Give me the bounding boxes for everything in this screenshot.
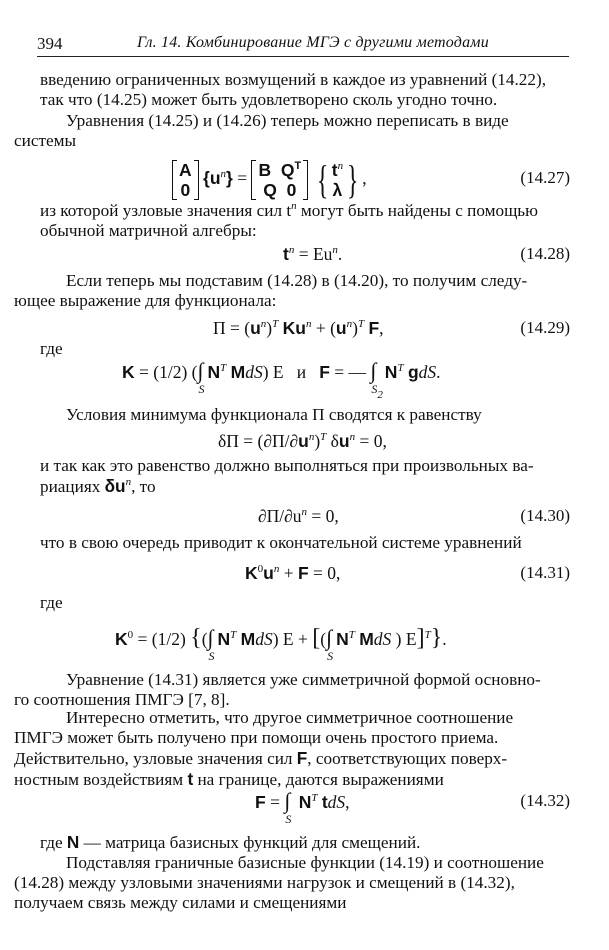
where-label: где [40, 339, 63, 358]
paragraph-3: из которой узловые значения сил $t^n$ могут быть найдены с помощью обычной матричной алгебры: [40, 200, 538, 240]
paragraph-6: и так как это равенство должно выполняться при произвольных ва- риациях $\delta u^n$, то [40, 456, 534, 496]
paragraph-2: Уравнения (14.25) и (14.26) теперь можно переписать в виде системы [14, 111, 509, 150]
paragraph-4: Если теперь мы подставим (14.28) в (14.20), то получим следу- ющее выражение для функционала: [14, 271, 528, 310]
running-header [37, 34, 569, 57]
equation-number: (14.27) [520, 168, 570, 187]
equation-k0-definition: $K^0 = (1/2)$ {(∫ S $N^T$ MdS) E + [(∫ S $N^T$ MdS ) E]$^T$}. [115, 625, 447, 663]
equation-14-28: $t^n = Eu^n$. (14.28) [0, 239, 609, 269]
paragraph-10: где N — матрица базисных функций для смещений. [40, 832, 421, 852]
paragraph-11: Подставляя граничные базисные функции (14.19) и соотношение (14.28) между узловыми значениями нагрузок и смещений в (14.32), получаем связь между силами и смещениями [14, 853, 544, 912]
running-title: Гл. 14. Комбинирование МГЭ с другими методами [137, 34, 489, 51]
paragraph-7: что в свою очередь приводит к окончательной системе уравнений [40, 533, 522, 552]
equation-variation: $\delta П = (\partial П/\partial u^n)^T$ $\delta u^n = 0$, [218, 431, 387, 451]
paragraph-5: Условия минимума функционала П сводятся к равенству [66, 405, 482, 424]
equation-14-29: $П = (u^n)^T$ $Ku^n + (u^n)^T$ F, (14.29) [0, 313, 609, 343]
equation-number: (14.30) [520, 506, 570, 525]
equation-14-32: F = ∫ S $N^T$ tdS, (14.32) [255, 788, 570, 826]
equation-k-f-definition: K = (1/2) (∫ S $N^T$ MdS) E и F = — ∫ $S_2$ $N^T$ gdS. [122, 358, 441, 401]
paragraph-1: введению ограниченных возмущений в каждое из уравнений (14.22), так что (14.25) может быть удовлетворено сколь угодно точно. [40, 70, 546, 109]
equation-number: (14.31) [520, 563, 570, 582]
paragraph-8: Уравнение (14.31) является уже симметричной формой основно- го соотношения ПМГЭ [7, 8]. [14, 670, 541, 709]
equation-14-30: $\partial П/\partial u^n = 0$, (14.30) [0, 501, 609, 531]
equation-number: (14.29) [520, 318, 570, 337]
equation-14-31: $K^0u^n + F = 0$, (14.31) [0, 558, 609, 588]
page-number: 394 [37, 34, 63, 53]
equation-number: (14.28) [520, 244, 570, 263]
where-label: где [40, 593, 63, 612]
equation-14-27: A 0 $\{u^n\}$ = B $Q^T$ Q 0 { $t^n$ λ } , (14.27) [0, 156, 609, 200]
equation-number: (14.32) [520, 791, 570, 810]
paragraph-9: Интересно отметить, что другое симметричное соотношение ПМГЭ может быть получено при помощи очень простого приема. Действительно, узловые значения сил F, соответствующих поверх- ностным воздействиям t на границе, даются выражениями [14, 708, 514, 789]
